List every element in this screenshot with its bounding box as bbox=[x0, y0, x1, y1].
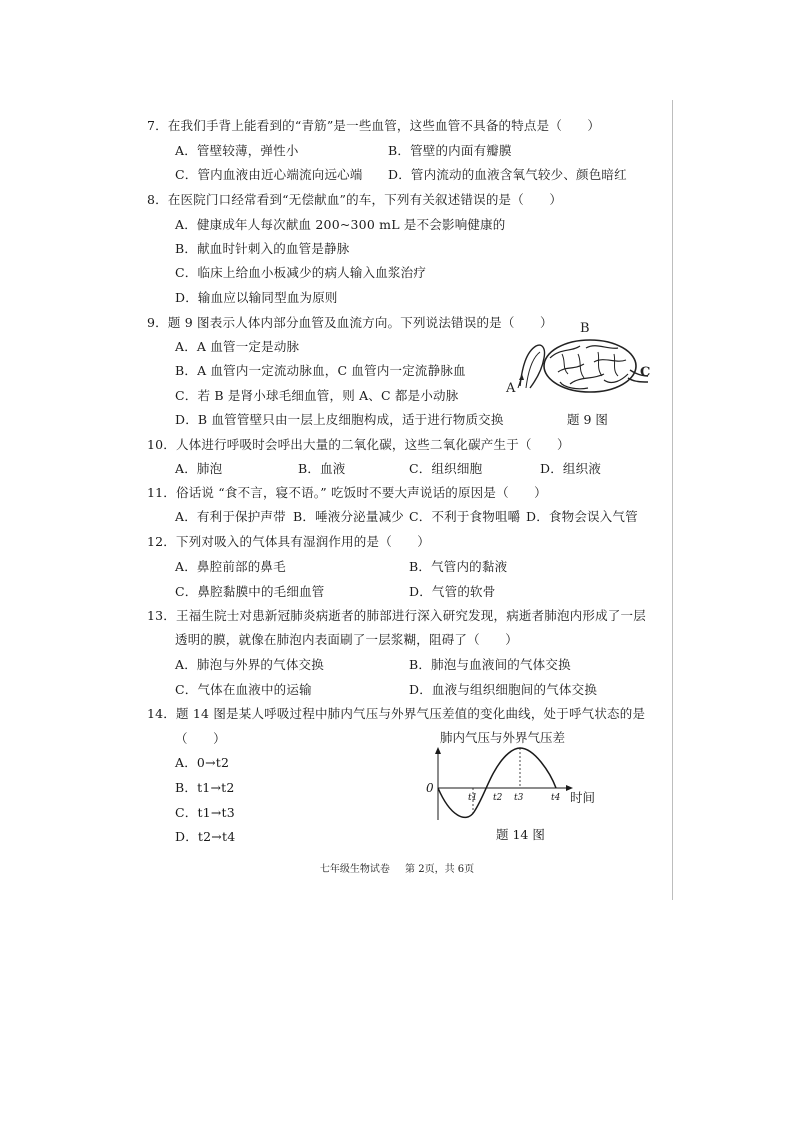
q10-option-d[interactable]: D．组织液 bbox=[540, 461, 602, 476]
q10-option-c[interactable]: C．组织细胞 bbox=[409, 461, 483, 476]
q8-option-d[interactable]: D．输血应以输同型血为原则 bbox=[175, 290, 338, 305]
q12-option-c[interactable]: C．鼻腔黏膜中的毛细血管 bbox=[175, 584, 325, 599]
q14-option-a[interactable]: A．0→t2 bbox=[175, 755, 230, 770]
q11-option-c[interactable]: C．不利于食物咀嚼 bbox=[409, 509, 521, 524]
question-12-stem: 12．下列对吸入的气体具有湿润作用的是（ ） bbox=[147, 534, 431, 549]
scan-border-line bbox=[672, 100, 673, 900]
q9-option-a[interactable]: A．A 血管一定是动脉 bbox=[175, 339, 300, 354]
pressure-curve-line bbox=[438, 748, 556, 817]
q13-option-a[interactable]: A．肺泡与外界的气体交换 bbox=[175, 657, 324, 672]
question-13-stem-line1: 13．王福生院士对患新冠肺炎病逝者的肺部进行深入研究发现，病逝者肺泡内形成了一层 bbox=[147, 608, 646, 623]
footer-page-number: 第 2页，共 6页 bbox=[405, 864, 475, 875]
y-axis-label: 肺内气压与外界气压差 bbox=[440, 730, 566, 745]
x-axis-label: 时间 bbox=[570, 790, 596, 805]
question-7-stem: 7．在我们手背上能看到的“青筋”是一些血管，这些血管不具备的特点是（ ） bbox=[147, 118, 601, 133]
q11-option-b[interactable]: B．唾液分泌量减少 bbox=[293, 509, 404, 524]
figure-9-blood-vessels bbox=[500, 318, 652, 410]
q14-option-d[interactable]: D．t2→t4 bbox=[175, 829, 236, 844]
question-9-stem: 9．题 9 图表示人体内部分血管及血流方向。下列说法错误的是（ ） bbox=[147, 315, 553, 330]
vessel-a-tube bbox=[520, 345, 545, 388]
question-14-stem-line1: 14．题 14 图是某人呼吸过程中肺内气压与外界气压差值的变化曲线，处于呼气状态的是 bbox=[147, 706, 646, 721]
q12-option-b[interactable]: B．气管内的黏液 bbox=[409, 559, 508, 574]
tick-t3: t3 bbox=[514, 793, 524, 803]
q11-option-a[interactable]: A．有利于保护声带 bbox=[175, 509, 286, 524]
page-footer bbox=[0, 863, 794, 877]
q10-option-a[interactable]: A．肺泡 bbox=[175, 461, 223, 476]
q13-option-b[interactable]: B．肺泡与血液间的气体交换 bbox=[409, 657, 571, 672]
q7-option-c[interactable]: C．管内血液由近心端流向远心端 bbox=[175, 167, 363, 182]
q7-option-d[interactable]: D．管内流动的血液含氧气较少、颜色暗红 bbox=[388, 167, 627, 182]
tick-t1: t1 bbox=[468, 793, 478, 803]
q14-option-b[interactable]: B．t1→t2 bbox=[175, 780, 235, 795]
q7-option-a[interactable]: A．管壁较薄，弹性小 bbox=[175, 143, 299, 158]
label-a: A bbox=[506, 381, 516, 396]
q12-option-d[interactable]: D．气管的软骨 bbox=[409, 584, 496, 599]
footer-exam-name: 七年级生物试卷 bbox=[319, 864, 390, 875]
q14-option-c[interactable]: C．t1→t3 bbox=[175, 805, 235, 820]
q7-option-b[interactable]: B．管壁的内面有瓣膜 bbox=[388, 143, 512, 158]
figure-9-caption: 题 9 图 bbox=[567, 412, 608, 427]
tick-t2: t2 bbox=[493, 793, 503, 803]
question-8-stem: 8．在医院门口经常看到“无偿献血”的车，下列有关叙述错误的是（ ） bbox=[147, 192, 563, 207]
q9-option-d[interactable]: D．B 血管管壁只由一层上皮细胞构成，适于进行物质交换 bbox=[175, 412, 504, 427]
capillary-network-b bbox=[544, 340, 636, 392]
question-14-stem-line2: （ ） bbox=[175, 731, 226, 746]
q10-option-b[interactable]: B．血液 bbox=[298, 461, 346, 476]
q11-option-d[interactable]: D．食物会误入气管 bbox=[526, 509, 638, 524]
label-b: B bbox=[580, 321, 590, 336]
q13-option-d[interactable]: D．血液与组织细胞间的气体交换 bbox=[409, 682, 598, 697]
question-13-stem-line2: 透明的膜，就像在肺泡内表面刷了一层浆糊，阻碍了（ ） bbox=[175, 632, 518, 647]
figure-14-pressure-curve bbox=[410, 728, 610, 824]
q8-option-b[interactable]: B．献血时针刺入的血管是静脉 bbox=[175, 241, 350, 256]
q9-option-c[interactable]: C．若 B 是肾小球毛细血管，则 A、C 都是小动脉 bbox=[175, 388, 459, 403]
origin-label: 0 bbox=[426, 781, 434, 795]
figure-14-caption: 题 14 图 bbox=[496, 827, 545, 842]
label-c: C bbox=[640, 365, 651, 380]
q12-option-a[interactable]: A．鼻腔前部的鼻毛 bbox=[175, 559, 286, 574]
q9-option-b[interactable]: B．A 血管内一定流动脉血，C 血管内一定流静脉血 bbox=[175, 363, 466, 378]
q8-option-a[interactable]: A．健康成年人每次献血 200~300 mL 是不会影响健康的 bbox=[175, 217, 506, 232]
q8-option-c[interactable]: C．临床上给血小板减少的病人输入血浆治疗 bbox=[175, 265, 427, 280]
question-10-stem: 10．人体进行呼吸时会呼出大量的二氧化碳，这些二氧化碳产生于（ ） bbox=[147, 437, 570, 452]
question-11-stem: 11．俗话说 “食不言，寝不语。” 吃饭时不要大声说话的原因是（ ） bbox=[147, 485, 547, 500]
q13-option-c[interactable]: C．气体在血液中的运输 bbox=[175, 682, 312, 697]
tick-t4: t4 bbox=[551, 793, 561, 803]
